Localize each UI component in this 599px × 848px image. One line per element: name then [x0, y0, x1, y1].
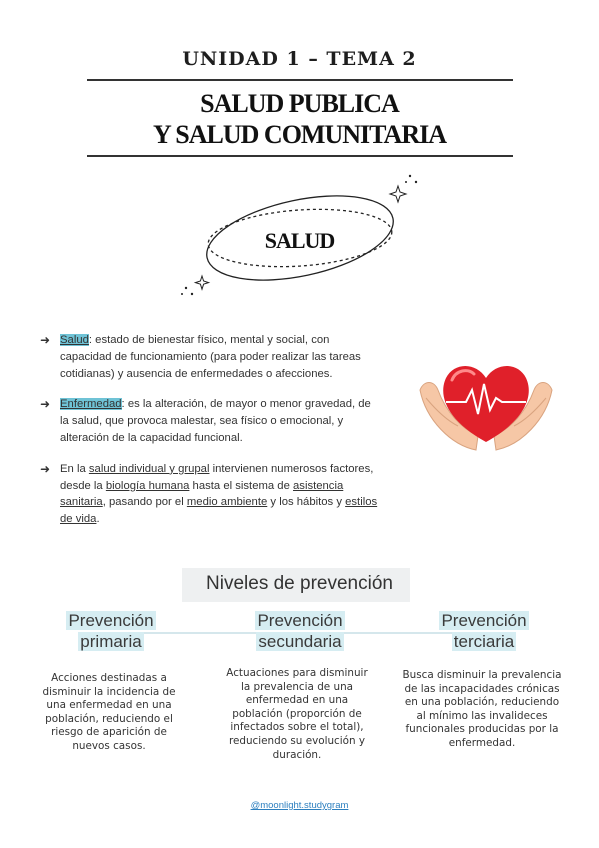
underlined-term: asistencia sanitaria	[60, 479, 344, 509]
title-divider	[87, 155, 513, 157]
text-fragment: , pasando por el	[102, 496, 187, 509]
level-heading-line: primaria	[80, 632, 142, 651]
arrow-right-icon: ➜	[40, 461, 51, 476]
unit-heading: UNIDAD 1 – TEMA 2	[182, 48, 417, 70]
title-line-1: SALUD PUBLICA	[200, 89, 399, 118]
footer-credit-link[interactable]: @moonlight.studygram	[250, 800, 349, 811]
list-item	[40, 396, 380, 446]
section-title: Niveles de prevención	[206, 573, 393, 594]
text-fragment: y los hábitos y	[267, 496, 346, 509]
level-heading-primaria	[42, 610, 180, 652]
text-fragment: .	[96, 513, 100, 526]
salud-emblem-word: SALUD	[264, 228, 335, 253]
level-heading-line: Prevención	[257, 611, 343, 630]
level-heading-line: Prevención	[68, 611, 154, 630]
level-description-terciaria: Busca disminuir la prevalencia de las incapacidades crónicas en una población, reduciendo al mínimo las invalideces funcionales producidas por la enfermedad.	[402, 669, 562, 749]
underlined-term: biología humana	[105, 479, 190, 492]
text-fragment: hasta el sistema de	[189, 479, 294, 492]
list-item	[40, 332, 380, 382]
underlined-term: estilos de vida	[60, 496, 378, 526]
heart-hands-illustration	[416, 350, 556, 460]
level-description-primaria: Acciones destinadas a disminuir la incidencia de una enfermedad en una población, reduciendo el riesgo de aparición de nuevos casos.	[42, 672, 176, 752]
definition-text: : es la alteración, de mayor o menor gravedad, de la salud, que provoca malestar, sea físico o emocional, y alteración de la capacidad funcional.	[60, 398, 371, 444]
top-divider	[87, 79, 513, 81]
level-heading-secundaria	[228, 610, 372, 652]
term-salud: Salud	[60, 334, 89, 346]
level-description-secundaria: Actuaciones para disminuir la prevalencia de una enfermedad en una población (proporción de infectados sobre el total), reduciendo su evolución y duración.	[226, 667, 368, 761]
text-fragment: En la	[60, 462, 89, 475]
list-item	[40, 461, 380, 528]
heart-in-hands-icon	[416, 350, 556, 460]
page-title	[0, 88, 599, 150]
definitions-list	[40, 332, 380, 542]
definition-text: : estado de bienestar físico, mental y social, con capacidad de funcionamiento (para poder realizar las tareas cotidianas) y ausencia de enfermedades o afecciones.	[60, 334, 361, 380]
arrow-right-icon: ➜	[40, 397, 51, 412]
level-heading-terciaria	[414, 610, 554, 652]
level-heading-line: secundaria	[258, 632, 342, 651]
underlined-term: medio ambiente	[186, 496, 268, 509]
text-fragment: intervienen numerosos factores, desde la	[60, 462, 374, 492]
level-heading-line: terciaria	[453, 632, 515, 651]
arrow-right-icon: ➜	[40, 333, 51, 347]
term-enfermedad: Enfermedad	[60, 398, 122, 411]
title-line-2: Y SALUD COMUNITARIA	[152, 120, 446, 149]
level-heading-line: Prevención	[441, 611, 527, 630]
underlined-term: salud individual y grupal	[88, 462, 210, 475]
